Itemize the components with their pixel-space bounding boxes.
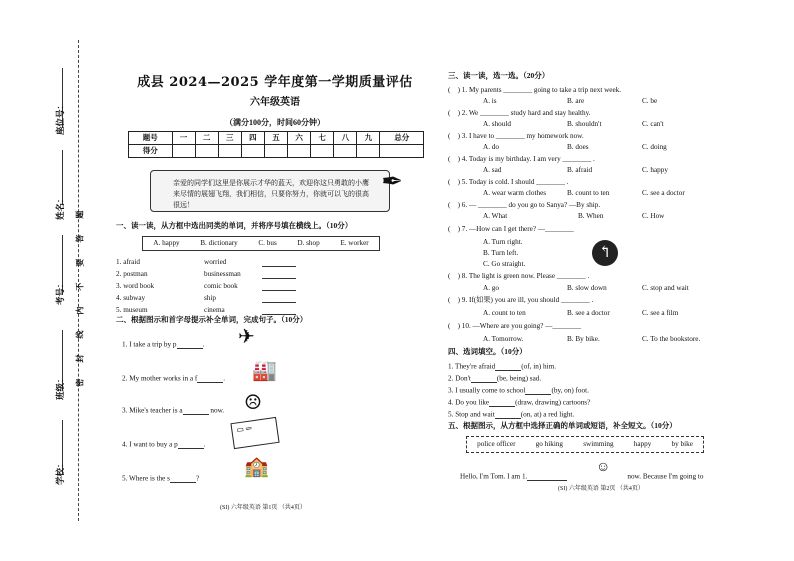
quill-icon: ✒ [381, 167, 403, 196]
paren-blank[interactable]: ( [448, 109, 458, 117]
answer-blank[interactable] [183, 406, 209, 415]
banner-text: 亲爱的同学们这里是你展示才华的蓝天，欢迎你这只勇敢的小鹰来尽情的展翅飞翔，我们相信，只要你努力，你就可以飞的很高很远！ [173, 179, 369, 210]
part2-heading: 二、根据图示和首字母提示补全单词，完成句子。（10分） [116, 315, 308, 324]
choice-a[interactable]: A. do [483, 143, 499, 151]
part2-item: 1. I take a trip by p . [122, 340, 205, 349]
factory-icon: 🏭 [252, 360, 277, 382]
answer-blank[interactable] [178, 440, 204, 449]
score-cell: 题号 [129, 132, 173, 145]
part1-item-left: 2. postman [116, 270, 148, 278]
word-option: A. happy [153, 239, 180, 248]
choice-c[interactable]: C. doing [642, 143, 667, 151]
part5-passage: Hello, I'm Tom. I am 1. now. Because I'm going to [460, 472, 704, 481]
answer-blank[interactable] [471, 374, 497, 383]
question-row: ( ) 6. — ________ do you go to Sanya? —By ship. [448, 201, 601, 209]
part1-item-left: 4. subway [116, 294, 146, 302]
cut-line [78, 40, 79, 521]
answer-blank[interactable] [495, 362, 521, 371]
part4-item: 2. Don't (be, being) sad. [448, 374, 542, 383]
seal-char: 封 [75, 354, 85, 363]
choice-a[interactable]: A. Turn right. [483, 238, 523, 246]
score-input-cell[interactable] [380, 145, 424, 158]
choice-a[interactable]: A. is [483, 97, 497, 105]
choice-c[interactable]: C. be [642, 97, 658, 105]
score-cell: 一 [172, 132, 195, 145]
answer-blank[interactable] [525, 386, 551, 395]
exam-title: 成县 2024—2025 学年度第一学期质量评估 [137, 75, 413, 90]
choice-a[interactable]: A. count to ten [483, 309, 526, 317]
choice-b[interactable]: B. count to ten [567, 189, 610, 197]
score-table-header-row [129, 132, 424, 145]
paren-blank[interactable]: ( [448, 132, 458, 140]
paren-blank[interactable]: ( [448, 178, 458, 186]
question-row: ( ) 8. The light is green now. Please ________ . [448, 272, 590, 280]
score-cell: 六 [288, 132, 311, 145]
choice-b[interactable]: B. slow down [567, 284, 607, 292]
part1-heading: 一、读一读，从方框中选出同类的单词，并将序号填在横线上。（10分） [116, 221, 353, 230]
part1-item-left: 1. afraid [116, 258, 140, 266]
choice-b[interactable]: B. afraid [567, 166, 593, 174]
encouragement-banner [150, 167, 403, 212]
choice-c[interactable]: C. can't [642, 120, 664, 128]
answer-blank[interactable] [262, 294, 296, 303]
score-table-score-row [129, 145, 424, 158]
part2-item: 2. My mother works in a f . [122, 374, 226, 383]
answer-blank[interactable] [170, 474, 196, 483]
score-cell: 七 [311, 132, 334, 145]
score-cell: 三 [218, 132, 241, 145]
question-row: ( ) 9. If(如果) you are ill, you should ________ . [448, 296, 594, 304]
word-option: by bike [671, 440, 693, 449]
part4-heading: 四、选词填空。（10分） [448, 347, 527, 356]
score-input-cell[interactable] [334, 145, 357, 158]
part4-item: 3. I usually come to school (by, on) foot. [448, 386, 589, 395]
question-row: ( ) 10. —Where are you going? —________ [448, 322, 582, 330]
part1-word-box [142, 236, 380, 251]
part1-item-right: businessman [204, 270, 241, 278]
question-row: ( ) 3. I have to ________ my homework now. [448, 132, 584, 140]
choice-c[interactable]: C. stop and wait [642, 284, 689, 292]
answer-blank[interactable] [527, 472, 567, 481]
turn-left-sign-icon: ↰ [592, 240, 618, 266]
happy-face-icon: ☺ [596, 460, 611, 475]
question-row: ( ) 4. Today is my birthday. I am very ________ . [448, 155, 595, 163]
seal-char: 内 [75, 306, 85, 315]
score-table [128, 131, 424, 158]
seal-char: 题 [75, 210, 85, 219]
exam-no-label: 考号： [55, 279, 65, 305]
page-footer-right: (SI) 六年级英语 第2页 （共4页） [558, 486, 644, 492]
part1-item-right: ship [204, 294, 216, 302]
class-label: 班级： [55, 374, 65, 400]
part4-item: 4. Do you like (draw, drawing) cartoons? [448, 398, 591, 407]
airplane-icon: ✈ [238, 326, 255, 348]
word-option: happy [633, 440, 652, 449]
part1-item-left: 3. word book [116, 282, 155, 290]
paren-blank[interactable]: ( [448, 322, 458, 330]
part2-item: 5. Where is the s ? [122, 474, 200, 483]
postcard-icon: ▭ ═ [230, 417, 279, 449]
paren-blank[interactable]: ( [448, 201, 458, 209]
part4-item: 5. Stop and wait (on, at) a red light. [448, 410, 575, 419]
choice-a[interactable]: A. wear warm clothes [483, 189, 547, 197]
choice-c[interactable]: C. happy [642, 166, 668, 174]
answer-blank[interactable] [262, 306, 296, 315]
choice-b[interactable]: B. are [567, 97, 585, 105]
choice-c[interactable]: C. see a film [642, 309, 679, 317]
choice-b[interactable]: B. When [578, 212, 604, 220]
paren-blank[interactable]: ( [448, 296, 458, 304]
score-input-cell[interactable] [172, 145, 195, 158]
word-option: swimming [583, 440, 614, 449]
score-input-cell[interactable] [195, 145, 218, 158]
word-option: C. bus [258, 239, 277, 248]
choice-c[interactable]: C. see a doctor [642, 189, 685, 197]
paren-blank[interactable]: ( [448, 225, 458, 233]
answer-blank[interactable] [197, 374, 223, 383]
word-option: B. dictionary [200, 239, 238, 248]
question-row: ( ) 5. Today is cold. I should ________ . [448, 178, 569, 186]
binding-strip [0, 0, 100, 561]
school-icon: 🏫 [244, 456, 269, 478]
choice-a[interactable]: A. go [483, 284, 499, 292]
seal-char: 要 [75, 258, 85, 267]
part1-item-right: comic book [204, 282, 238, 290]
question-row: ( ) 2. We ________ study hard and stay healthy. [448, 109, 591, 117]
score-input-cell[interactable] [241, 145, 264, 158]
answer-blank[interactable] [495, 410, 521, 419]
part1-item-right: cinema [204, 306, 225, 314]
question-row: ( ) 7. —How can I get there? —________ [448, 225, 574, 233]
choice-c[interactable]: C. To the bookstore. [642, 335, 701, 343]
answer-blank[interactable] [262, 258, 296, 267]
score-cell: 总分 [380, 132, 424, 145]
seal-char: 答 [75, 234, 85, 243]
score-cell: 四 [241, 132, 264, 145]
part2-item: 3. Mike's teacher is a now. [122, 406, 225, 415]
question-row: ( ) 1. My parents ________ going to take a trip next week. [448, 86, 622, 94]
answer-blank[interactable] [489, 398, 515, 407]
seal-char: 线 [75, 330, 85, 339]
score-cell: 二 [195, 132, 218, 145]
paren-blank[interactable]: ( [448, 86, 458, 94]
score-input-cell[interactable] [311, 145, 334, 158]
exam-subtitle: 六年级英语 [250, 97, 300, 108]
score-input-cell[interactable] [218, 145, 241, 158]
choice-a[interactable]: A. Tomorrow. [483, 335, 524, 343]
part1-item-left: 5. museum [116, 306, 148, 314]
page-footer-left: (SI) 六年级英语 第1页 （共4页） [220, 505, 306, 511]
choice-c[interactable]: C. Go straight. [483, 260, 526, 268]
word-option: go hiking [535, 440, 564, 449]
choice-b[interactable]: B. does [567, 143, 589, 151]
part2-item: 4. I want to buy a p . [122, 440, 206, 449]
part3-heading: 三、读一读，选一选。（20分） [448, 71, 550, 80]
seal-char: 不 [75, 282, 85, 291]
angry-face-icon: ☹ [244, 392, 262, 414]
score-cell: 九 [357, 132, 380, 145]
choice-a[interactable]: A. sad [483, 166, 502, 174]
answer-blank[interactable] [177, 340, 203, 349]
paren-blank[interactable]: ( [448, 272, 458, 280]
answer-blank[interactable] [262, 270, 296, 279]
name-label: 姓名： [55, 194, 65, 220]
score-input-cell[interactable] [264, 145, 287, 158]
paren-blank[interactable]: ( [448, 155, 458, 163]
choice-b[interactable]: B. see a doctor [567, 309, 610, 317]
part5-heading: 五、根据图示，从方框中选择正确的单词或短语，补全短文。（10分） [448, 421, 677, 430]
choice-a[interactable]: A. should [483, 120, 511, 128]
part1-item-right: worried [204, 258, 227, 266]
word-option: police officer [477, 440, 516, 449]
choice-a[interactable]: A. What [483, 212, 508, 220]
score-cell: 八 [334, 132, 357, 145]
score-input-cell[interactable] [357, 145, 380, 158]
score-input-cell[interactable] [288, 145, 311, 158]
part5-word-box [466, 436, 704, 453]
part4-item: 1. They're afraid (of, in) him. [448, 362, 556, 371]
exam-note: （满分100分，时间60分钟） [225, 118, 325, 127]
answer-blank[interactable] [262, 282, 296, 291]
school-label: 学校： [55, 459, 65, 485]
choice-b[interactable]: B. By bike. [567, 335, 600, 343]
choice-b[interactable]: B. shouldn't [567, 120, 602, 128]
choice-b[interactable]: B. Turn left. [483, 249, 519, 257]
choice-c[interactable]: C. How [642, 212, 665, 220]
score-cell: 五 [264, 132, 287, 145]
word-option: E. worker [340, 239, 369, 248]
seat-label: 座位号： [55, 100, 65, 135]
word-option: D. shop [297, 239, 320, 248]
score-cell: 得分 [129, 145, 173, 158]
seal-char: 密 [75, 378, 85, 387]
